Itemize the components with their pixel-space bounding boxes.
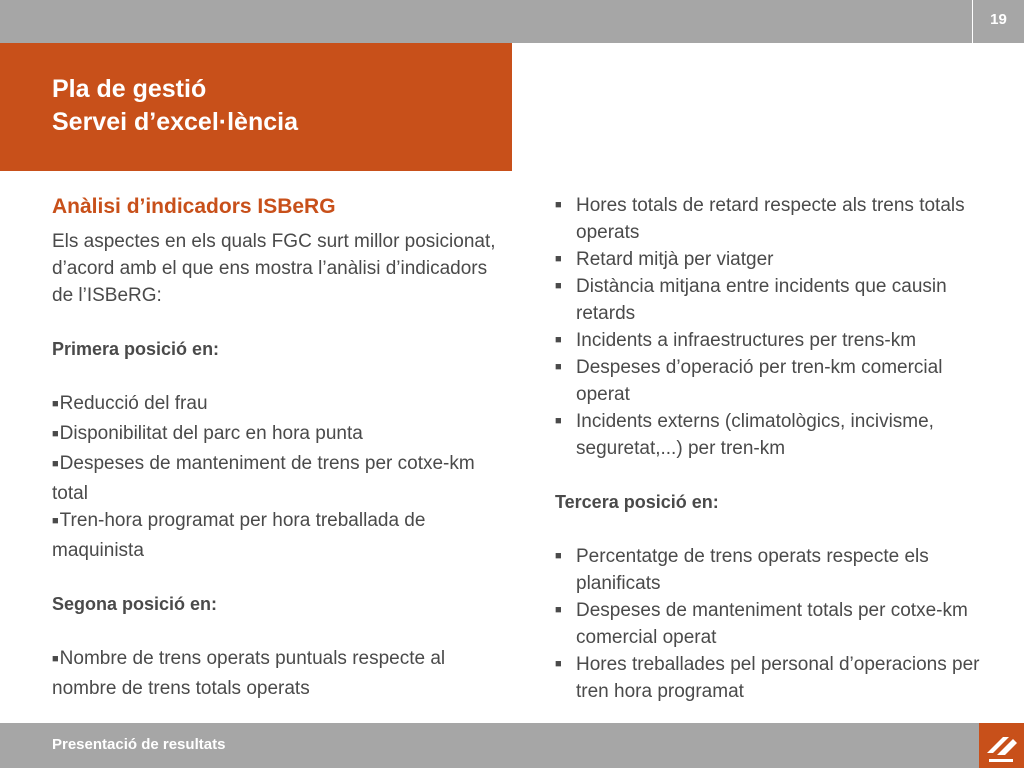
left-column <box>52 192 507 702</box>
square-bullet-icon: ■ <box>555 280 562 292</box>
intro-paragraph: Els aspectes en els quals FGC surt millor posicionat, d’acord amb el que ens mostra l’anàlisi d’indicadors de l’ISBeRG: <box>52 231 496 306</box>
list-item: ■ Hores totals de retard respecte als trens totals operats <box>555 192 995 246</box>
slide-title-line-1: Pla de gestió <box>52 75 207 103</box>
section-heading: Anàlisi d’indicadors ISBeRG <box>52 195 336 218</box>
list-item: ■ Incidents a infraestructures per trens-km <box>555 327 995 354</box>
square-bullet-icon: ■ <box>555 604 562 616</box>
square-bullet-icon: ■ <box>52 428 59 440</box>
square-bullet-icon: ■ <box>555 658 562 670</box>
list-item: ■ Hores treballades pel personal d’operacions per tren hora programat <box>555 651 995 705</box>
third-position-list <box>555 543 995 705</box>
slide-title-line-2: Servei d’excel·lència <box>52 108 298 136</box>
fgc-logo-icon <box>979 723 1024 768</box>
right-column <box>555 192 995 705</box>
square-bullet-icon: ■ <box>555 415 562 427</box>
list-item: ■Disponibilitat del parc en hora punta <box>52 423 363 444</box>
footer-text: Presentació de resultats <box>52 736 226 753</box>
square-bullet-icon: ■ <box>52 398 59 410</box>
list-item: ■Nombre de trens operats puntuals respecte al nombre de trens totals operats <box>52 648 446 699</box>
square-bullet-icon: ■ <box>555 253 562 265</box>
square-bullet-icon: ■ <box>555 199 562 211</box>
list-item: ■Reducció del frau <box>52 393 208 414</box>
square-bullet-icon: ■ <box>52 458 59 470</box>
title-block <box>0 43 512 171</box>
page-number: 19 <box>972 0 1024 43</box>
list-item: ■ Retard mitjà per viatger <box>555 246 995 273</box>
list-item: ■Tren-hora programat per hora treballada de maquinista <box>52 510 426 561</box>
list-item: ■Despeses de manteniment de trens per cotxe-km total <box>52 453 475 504</box>
third-position-heading: Tercera posició en: <box>555 492 719 512</box>
list-item: ■ Distància mitjana entre incidents que causin retards <box>555 273 995 327</box>
square-bullet-icon: ■ <box>555 334 562 346</box>
square-bullet-icon: ■ <box>555 361 562 373</box>
square-bullet-icon: ■ <box>52 515 59 527</box>
second-position-heading: Segona posició en: <box>52 594 218 614</box>
square-bullet-icon: ■ <box>555 550 562 562</box>
list-item: ■ Despeses d’operació per tren-km comercial operat <box>555 354 995 408</box>
list-item: ■ Percentatge de trens operats respecte els planificats <box>555 543 995 597</box>
square-bullet-icon: ■ <box>52 653 59 665</box>
first-position-heading: Primera posició en: <box>52 339 220 359</box>
second-position-list <box>555 192 995 462</box>
list-item: ■ Despeses de manteniment totals per cotxe-km comercial operat <box>555 597 995 651</box>
list-item: ■ Incidents externs (climatològics, incivisme, seguretat,...) per tren-km <box>555 408 995 462</box>
top-bar <box>0 0 1024 43</box>
